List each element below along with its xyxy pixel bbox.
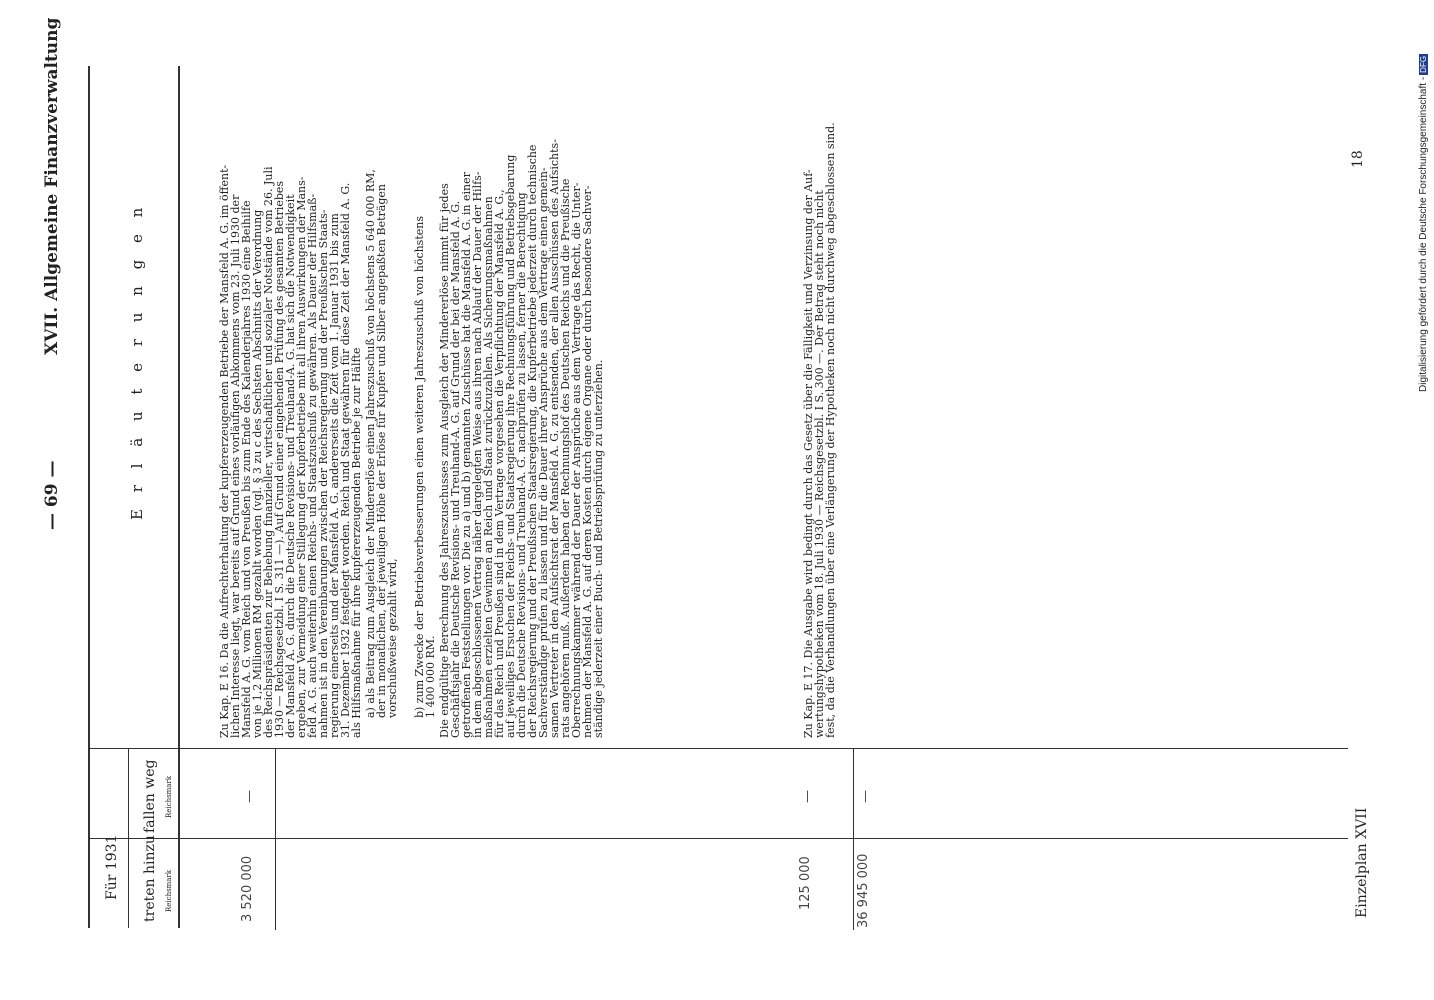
text-line: in dem abgeschlossenen Vertrag näher dargelegten Weise aus ihren nach Ablauf der Dauer der Hilfs- <box>471 171 484 738</box>
text-line: getroffenen Feststellungen vor. Die zu a) und b) genannten Zuschüsse hat die Mansfeld A. G. in einer <box>460 172 473 738</box>
text-line: a) als Beitrag zum Ausgleich der Mindererlöse einen Jahreszuschuß von höchstens 5 640 000 RM, <box>364 169 377 718</box>
paragraph-e17 <box>803 122 836 738</box>
text-line: nahmen ist in den Vereinbarungen zwischen der Reichsregierung und der Preußischen Staats- <box>317 209 330 738</box>
amount-column-rule <box>90 748 1348 749</box>
page-number: — 69 — <box>42 460 62 530</box>
text-line: Geschäftsjahr die Deutsche Revisions- und Treuhand-A. G. auf Grund der bei der Mansfeld A. G. <box>449 200 462 738</box>
text-line: Zu Kap. E 16. Da die Aufrechterhaltung der kupfererzeugenden Betriebe der Mansfeld A. G. im öffent- <box>218 164 231 738</box>
amount-add-row3: 36 945 000 <box>856 853 871 928</box>
column-header-add: treten hinzu <box>142 835 158 922</box>
text-line: auf jeweiliges Ersuchen der Reichs- und Staatsregierung ihre Rechnungsführung und Betriebsgebarung <box>504 154 517 738</box>
text-line: feld A. G. auch weiterhin einen Reichs- und Staatszuschuß zu gewähren. Als Dauer der Hilfsmaß- <box>306 193 319 738</box>
text-line: durch die Deutsche Revisions- und Treuhand-A. G. nachprüfen zu lassen, ferner die Berechtigung <box>515 192 528 738</box>
year-heading: Für 1931 <box>104 834 120 900</box>
paragraph-e16 <box>219 139 362 738</box>
text-line: 1930 — Reichsgesetzbl. I S. 311 —). Auf Grund einer eingehenden Prüfung des gesamten Betriebes <box>273 180 286 738</box>
column-header-drop: fallen weg <box>142 759 158 833</box>
text-line: 31. Dezember 1932 festgelegt worden. Reich und Staat gewähren für diese Zeit der Mansfeld A. G. <box>339 182 352 738</box>
text-line: nehmen der Mansfeld A. G. auf deren Kosten durch eigene Organe oder durch besondere Sachver- <box>581 185 594 738</box>
text-line: fest, da die Verhandlungen über eine Verlängerung der Hypotheken noch nicht durchweg abgeschlossen sind. <box>824 122 837 738</box>
text-line: 1 400 000 RM. <box>424 635 437 718</box>
text-line: ständige jederzeit einer Buch- und Betriebsprüfung zu unterziehen. <box>592 359 605 738</box>
column-divider-rule <box>90 838 1348 839</box>
text-line: der Mansfeld A. G. durch die Deutsche Revisions- und Treuhand-A. G. hat sich die Notwendigkeit <box>284 194 297 738</box>
amount-add-row1: 3 520 000 <box>240 855 255 922</box>
text-line: der in monatlichen, der jeweiligen Höhe der Erlöse für Kupfer und Silber angepaßten Beträgen <box>375 184 388 718</box>
plan-label: Einzelplan XVII <box>1354 807 1370 918</box>
text-line: b) zum Zwecke der Betriebsverbesserungen einen weiteren Jahreszuschuß von höchstens <box>413 216 426 718</box>
text-line: Sachverständige prüfen zu lassen und für die Dauer ihrer Ansprüche aus dem Vertrage einen gemein- <box>537 167 550 738</box>
table-top-rule <box>88 66 90 928</box>
row-separator-rule <box>275 748 276 930</box>
column-title-erlaeuterungen: E r l ä u t e r u n g e n <box>128 201 146 520</box>
text-line: Mansfeld A. G. vom Reich und von Preußen bis zum Ende des Kalenderjahres 1930 eine Beihilfe <box>240 200 253 738</box>
digitization-note <box>1418 54 1429 392</box>
unit-label-drop: Reichsmark <box>165 775 173 818</box>
text-line: des Reichspräsidenten zur Behebung finanzieller, wirtschaftlicher und sozialer Notstände vom 26. Juli <box>262 166 275 738</box>
amount-drop-row3: — <box>858 790 873 803</box>
row-separator-rule-2 <box>853 748 854 930</box>
amount-add-row2: 125 000 <box>798 856 813 910</box>
dfg-logo: DFG <box>1419 55 1428 73</box>
unit-label-add: Reichsmark <box>165 869 173 912</box>
text-line: von je 1,2 Millionen RM gezahlt worden (vgl. § 3 zu c des Sechsten Abschnitts der Verordnung <box>251 209 264 738</box>
text-line: für das Reich und Preußen sind in dem Vertrage vorgesehen die Verpflichtung der Mansfeld A. G., <box>493 189 506 738</box>
amount-drop-row1: — <box>242 790 257 803</box>
text-line: wertungshypotheken vom 18. Juli 1930 — Reichsgesetzbl. I S. 300 —. Der Betrag steht noch nicht <box>813 190 826 738</box>
digitization-note-text: Digitalisierung gefördert durch die Deutsche Forschungsgemeinschaft - <box>1418 76 1429 392</box>
list-item-a <box>365 139 398 718</box>
text-line: rats angehören muß. Außerdem haben der Rechnungshof des Deutschen Reichs und die Preußische <box>559 178 572 738</box>
text-line: Die endgültige Berechnung des Jahreszuschusses zum Ausgleich der Mindererlöse nimmt für jedes <box>438 183 451 738</box>
text-line: samen Vertreter in den Aufsichtsrat der Mansfeld A. G. zu entsenden, der allen Ausschüssen des Aufsichts- <box>548 139 561 738</box>
text-line: lichen Interesse liegt, war bereits auf Grund eines vorläufigen Abkommens vom 23. Juli 1930 der <box>229 194 242 738</box>
text-line: als Hilfsmaßnahme für ihre kupfererzeugenden Betriebe je zur Hälfte <box>350 347 363 738</box>
text-line: ergeben, zur Vermeidung einer Stillegung der Kupferbetriebe mit all ihren Auswirkungen der Mans- <box>295 176 308 738</box>
text-line: Zu Kap. E 17. Die Ausgabe wird bedingt durch das Gesetz über die Fälligkeit und Verzinsung der Auf- <box>802 169 815 738</box>
amount-drop-row2: — <box>800 790 815 803</box>
explanations-body <box>219 139 604 738</box>
text-line: Oberrechnungskammer während der Dauer der Ansprüche aus dem Vertrage das Recht, die Unter- <box>570 182 583 738</box>
text-line: regierung einerseits und der Mansfeld A. G. andererseits die Zeit vom 1. Januar 1931 bis zum <box>328 213 341 738</box>
text-line: der Reichsregierung und der Preußischen Staatsregierung, die Kupferbetriebe jederzeit durch technische <box>526 144 539 738</box>
text-line: maßnahmen erzielten Gewinnen an Reich und Staat zurückzuzahlen. Als Sicherungsmaßnahmen <box>482 196 495 738</box>
header-separator-rule <box>178 66 180 928</box>
paragraph-e16-tail <box>439 139 604 738</box>
sheet-number: 18 <box>1350 150 1366 168</box>
text-line: vorschußweise gezahlt wird, <box>386 558 399 718</box>
section-title: XVII. Allgemeine Finanzverwaltung <box>42 17 62 355</box>
list-item-b <box>414 139 436 718</box>
